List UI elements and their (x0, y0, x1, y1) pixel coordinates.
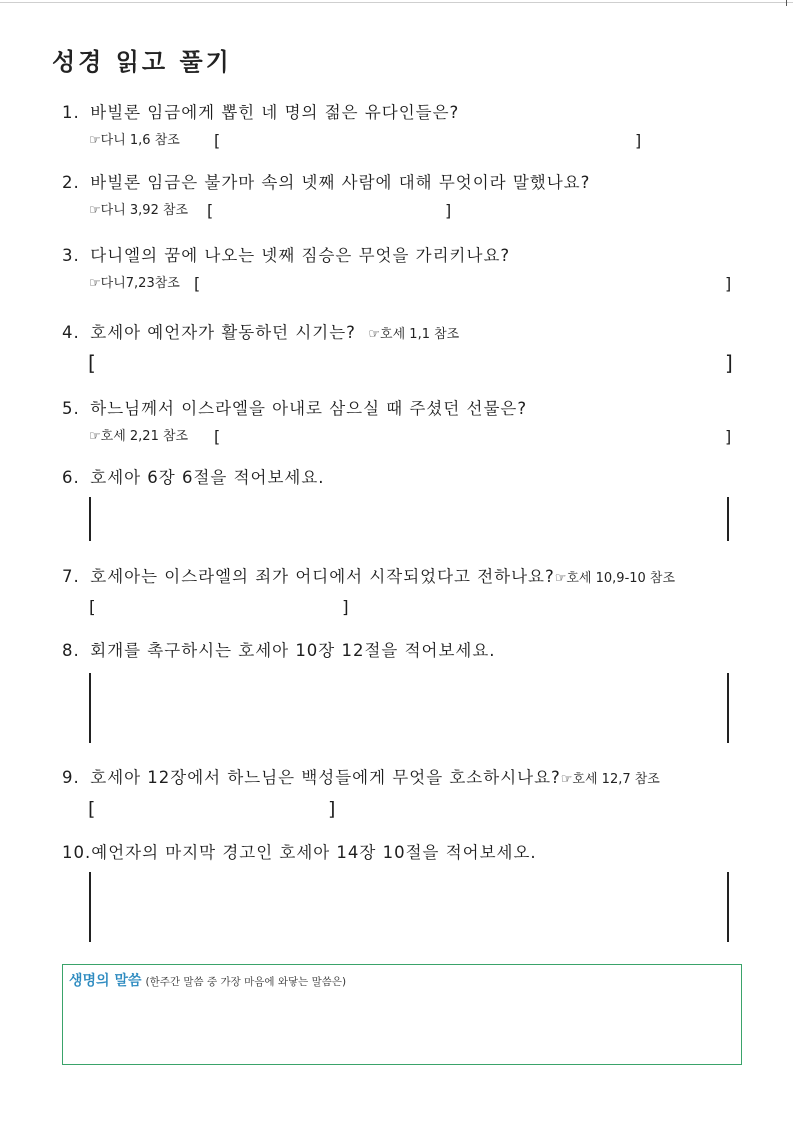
question-text: 회개를 촉구하시는 호세아 10장 12절을 적어보세요. (90, 641, 496, 660)
answer-bracket-open: [ (89, 598, 96, 618)
question-text: 하느님께서 이스라엘을 아내로 삼으실 때 주셨던 선물은? (90, 399, 528, 418)
answer-bracket-close: ] (328, 798, 336, 820)
question-8 (62, 640, 752, 662)
top-border-line (0, 2, 793, 3)
question-6 (62, 467, 752, 489)
question-4 (62, 322, 752, 380)
question-text: 호세아는 이스라엘의 죄가 어디에서 시작되었다고 전하나요? (90, 567, 555, 586)
question-text: 예언자의 마지막 경고인 호세아 14장 10절을 적어보세오. (91, 843, 537, 862)
question-text: 다니엘의 꿈에 나오는 넷째 짐승은 무엇을 가리키나요? (90, 246, 511, 265)
question-number: 4. (62, 323, 80, 342)
question-3 (62, 245, 752, 293)
word-of-life-note: (한주간 말씀 중 가장 마음에 와닿는 말씀은) (145, 976, 347, 988)
answer-bracket-close: ] (635, 131, 642, 150)
question-2 (62, 172, 752, 220)
answer-bracket-open: [ (214, 131, 221, 150)
question-number: 6. (62, 468, 80, 487)
answer-area-6[interactable] (89, 497, 729, 541)
answer-area-8[interactable] (89, 673, 729, 743)
answer-bracket-close: ] (725, 427, 732, 446)
question-number: 2. (62, 173, 80, 192)
question-text: 호세아 6장 6절을 적어보세요. (90, 468, 325, 487)
word-of-life-heading (69, 970, 346, 990)
answer-bracket-close: ] (725, 274, 732, 293)
reference-note: ☞호세 12,7 참조 (560, 772, 660, 787)
reference-note: ☞다니 1,6 참조 (89, 133, 180, 148)
top-corner-mark (786, 0, 787, 6)
reference-note: ☞호세 1,1 참조 (368, 327, 460, 342)
page-title: 성경 읽고 풀기 (52, 48, 232, 76)
question-1 (62, 102, 752, 150)
question-number: 1. (62, 103, 80, 122)
question-number: 8. (62, 641, 80, 660)
answer-bracket-close: ] (342, 598, 349, 618)
reference-note: ☞다니7,23참조 (89, 276, 180, 291)
word-of-life-title: 생명의 말씀 (69, 973, 142, 989)
answer-bracket-open: [ (207, 201, 214, 220)
answer-bracket-open: [ (194, 274, 201, 293)
question-5 (62, 398, 752, 446)
answer-bracket-open: [ (214, 427, 221, 446)
reference-note: ☞호세 10,9-10 참조 (554, 571, 676, 586)
question-text: 호세아 예언자가 활동하던 시기는? (90, 323, 356, 342)
question-number: 10. (62, 843, 92, 862)
question-text: 호세아 12장에서 하느님은 백성들에게 무엇을 호소하시나요? (90, 768, 561, 787)
question-text: 바빌론 임금은 불가마 속의 넷째 사람에 대해 무엇이라 말했나요? (90, 173, 591, 192)
question-7 (62, 566, 752, 621)
answer-bracket-open: [ (88, 798, 96, 820)
answer-bracket-open: [ (88, 351, 96, 375)
reference-note: ☞다니 3,92 참조 (89, 203, 189, 218)
question-text: 바빌론 임금에게 뽑힌 네 명의 젊은 유다인들은? (90, 103, 460, 122)
question-number: 7. (62, 567, 80, 586)
question-number: 5. (62, 399, 80, 418)
question-10 (62, 842, 752, 864)
question-9 (62, 767, 752, 824)
answer-area-10[interactable] (89, 872, 729, 942)
word-of-life-box[interactable] (62, 964, 742, 1065)
reference-note: ☞호세 2,21 참조 (89, 429, 189, 444)
answer-bracket-close: ] (445, 201, 452, 220)
question-number: 9. (62, 768, 80, 787)
answer-bracket-close: ] (725, 351, 733, 375)
question-number: 3. (62, 246, 80, 265)
